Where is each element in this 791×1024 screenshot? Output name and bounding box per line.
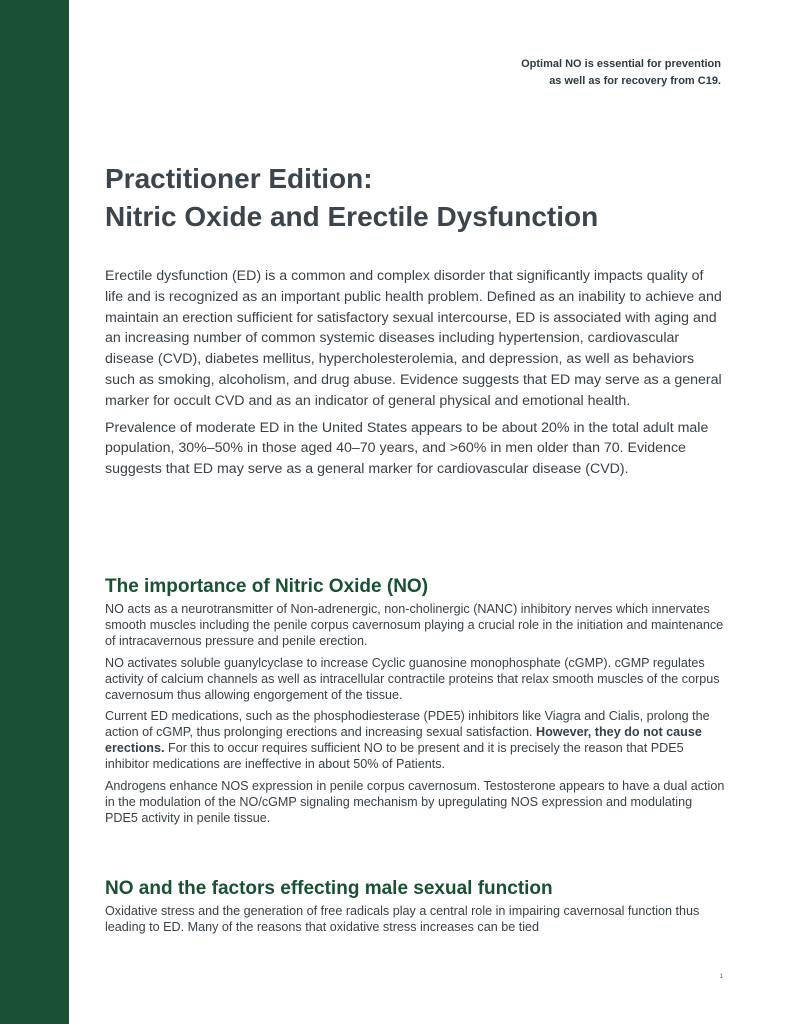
section-1-paragraph-4: Androgens enhance NOS expression in penile corpus cavernosum. Testosterone appears to have a dual action in the modulation of the NO/cGMP signaling mechanism by upregulating NOS expression and modulating PDE5 activity in penile tissue. xyxy=(105,779,725,825)
section-1-heading: The importance of Nitric Oxide (NO) xyxy=(105,576,429,597)
paragraph-3-start: Current ED medications, such as the phosphodiesterase (PDE5) inhibitors like Viagra and Cialis, prolong the action of cGMP, thus prolonging erections and increasing sexual satisfaction. xyxy=(105,709,710,740)
section-2-paragraph-1: Oxidative stress and the generation of free radicals play a central role in impairing cavernosal function thus leading to ED. Many of the reasons that oxidative stress increases can be tied xyxy=(105,904,700,934)
title-line-2: Nitric Oxide and Erectile Dysfunction xyxy=(105,201,599,232)
page-number: 1 xyxy=(719,974,723,980)
header-tagline xyxy=(521,56,721,90)
section-1-paragraph-1: NO acts as a neurotransmitter of Non-adrenergic, non-cholinergic (NANC) inhibitory nerves which innervates smooth muscles including the penile corpus cavernosum playing a crucial role in the initiation and maintenance of intracavernous pressure and penile erection. xyxy=(105,602,724,648)
section-1-paragraph-2: NO activates soluble guanylcyclase to increase Cyclic guanosine monophosphate (cGMP). cGMP regulates activity of calcium channels as well as intracellular contractile proteins that relax smooth muscles of the corpus cavernosum thus allowing engorgement of the tissue. xyxy=(105,655,720,702)
document-page xyxy=(69,0,791,1024)
paragraph-3-emphasis: However, they do not cause erections. xyxy=(105,725,702,756)
tagline-line-1: Optimal NO is essential for prevention xyxy=(521,58,721,70)
section-nitric-oxide-importance xyxy=(105,575,725,833)
tagline-line-2: as well as for recovery from C19. xyxy=(549,75,721,87)
intro-section xyxy=(105,266,725,486)
intro-paragraph-1: Erectile dysfunction (ED) is a common and complex disorder that significantly impacts quality of life and is recognized as an important public health problem. Defined as an inability to achieve and maintain an erection sufficient for satisfactory sexual intercourse, ED is associated with aging and an increasing number of common systemic diseases including hypertension, cardiovascular disease (CVD), diabetes mellitus, hypercholesterolemia, and depression, as well as behaviors such as smoking, alcoholism, and drug abuse. Evidence suggests that ED may serve as a general marker for occult CVD and as an indicator of general physical and emotional health. xyxy=(105,268,722,409)
title-line-1: Practitioner Edition: xyxy=(105,163,373,194)
page-title xyxy=(105,160,598,236)
section-male-sexual-function xyxy=(105,877,725,942)
section-1-paragraph-3 xyxy=(105,709,725,773)
paragraph-3-end: For this to occur requires sufficient NO to be present and it is precisely the reason that PDE5 inhibitor medications are ineffective in about 50% of Patients. xyxy=(105,741,684,772)
section-2-heading: NO and the factors effecting male sexual function xyxy=(105,878,553,899)
green-sidebar xyxy=(0,0,69,1024)
intro-paragraph-2: Prevalence of moderate ED in the United States appears to be about 20% in the total adult male population, 30%–50% in those aged 40–70 years, and >60% in men older than 70. Evidence suggests that ED may serve as a general marker for cardiovascular disease (CVD). xyxy=(105,419,709,478)
